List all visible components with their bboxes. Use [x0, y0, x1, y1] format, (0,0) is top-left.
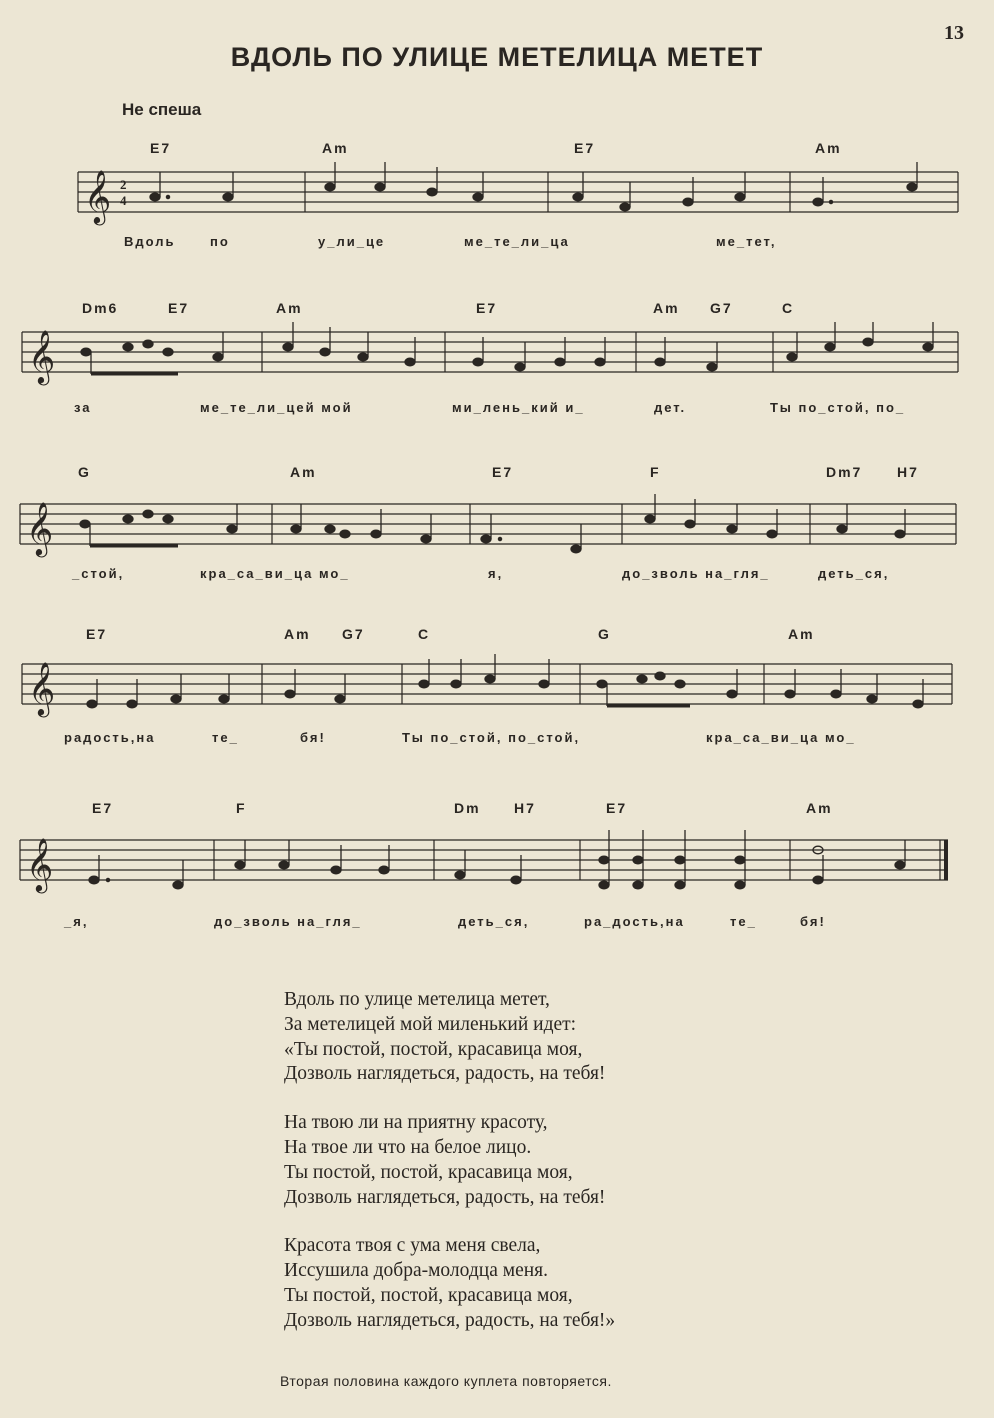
lyric-syllables: дет.: [654, 400, 687, 415]
chord-symbol: G7: [342, 626, 365, 642]
lyric-syllables: по: [210, 234, 230, 249]
lyric-syllables: ме_те_ли_цей мой: [200, 400, 353, 415]
chord-symbol: E7: [492, 464, 514, 480]
chord-symbol: Am: [653, 300, 680, 316]
chord-symbol: Dm: [454, 800, 481, 816]
lyric-syllables: те_: [730, 914, 757, 929]
verse-line: На твою ли на приятну красоту,: [284, 1112, 548, 1134]
chord-row: [0, 300, 994, 320]
page-number: 13: [944, 22, 964, 44]
svg-text:4: 4: [120, 193, 127, 208]
lyric-syllables: Ты по_стой, по_стой,: [402, 730, 581, 745]
svg-text:2: 2: [120, 177, 127, 192]
lyric-syllables: бя!: [800, 914, 826, 929]
footnote: Вторая половина каждого куплета повторяется.: [280, 1373, 612, 1389]
chord-symbol: Am: [815, 140, 842, 156]
music-system-2: [0, 300, 994, 440]
chord-symbol: Am: [290, 464, 317, 480]
staff-3: [0, 486, 994, 558]
music-system-4: [0, 626, 994, 766]
chord-symbol: E7: [92, 800, 114, 816]
verse-line: Красота твоя с ума меня свела,: [284, 1235, 541, 1257]
chord-symbol: H7: [514, 800, 536, 816]
chord-symbol: E7: [150, 140, 172, 156]
verse-line: Вдоль по улице метелица метет,: [284, 989, 550, 1010]
verse-text: [284, 988, 615, 1358]
chord-symbol: H7: [897, 464, 919, 480]
verse-line: Ты постой, постой, красавица моя,: [284, 1284, 573, 1306]
staff-4: [0, 648, 994, 720]
verse-line: На твое ли что на белое лицо.: [284, 1136, 532, 1158]
chord-symbol: C: [418, 626, 431, 642]
lyric-syllables: радость,на: [64, 730, 156, 745]
lyric-syllables: я,: [488, 566, 504, 581]
chord-row: [0, 464, 994, 484]
lyric-syllables: кра_са_ви_ца мо_: [200, 566, 350, 581]
chord-symbol: G: [78, 464, 91, 480]
chord-symbol: Am: [788, 626, 815, 642]
chord-symbol: E7: [168, 300, 190, 316]
chord-row: [0, 626, 994, 646]
chord-symbol: E7: [476, 300, 498, 316]
tempo-marking: Не спеша: [122, 100, 202, 119]
chord-symbol: Dm7: [826, 464, 863, 480]
chord-symbol: F: [650, 464, 661, 480]
chord-symbol: G: [598, 626, 611, 642]
verse-3: [284, 1234, 615, 1333]
svg-text:𝄞: 𝄞: [26, 501, 54, 555]
chord-symbol: E7: [606, 800, 628, 816]
lyric-syllables: те_: [212, 730, 239, 745]
chord-row: [0, 140, 994, 160]
verse-line: Дозволь наглядеться, радость, на тебя!»: [284, 1309, 616, 1331]
chord-symbol: E7: [86, 626, 108, 642]
chord-symbol: E7: [574, 140, 596, 156]
lyric-syllables: Ты по_стой, по_: [770, 400, 906, 415]
music-system-5: [0, 800, 994, 940]
svg-text:𝄞: 𝄞: [28, 661, 56, 715]
verse-line: Иссушила добра-молодца меня.: [284, 1260, 549, 1282]
verse-line: «Ты постой, постой, красавица моя,: [284, 1038, 583, 1060]
staff-5: [0, 822, 994, 894]
staff-2: [0, 322, 994, 394]
lyric-syllables: ми_лень_кий и_: [452, 400, 585, 415]
lyric-syllables: _стой,: [72, 566, 125, 581]
svg-text:𝄞: 𝄞: [84, 169, 112, 223]
lyric-syllables: деть_ся,: [818, 566, 890, 581]
chord-symbol: Am: [322, 140, 349, 156]
verse-line: Дозволь наглядеться, радость, на тебя!: [284, 1063, 606, 1085]
verse-2: [284, 1111, 615, 1210]
lyric-syllables: до_зволь на_гля_: [622, 566, 770, 581]
staff-1: [0, 162, 994, 234]
lyric-syllables: Вдоль: [124, 234, 176, 249]
svg-text:𝄞: 𝄞: [26, 837, 54, 891]
lyric-syllables: ме_те_ли_ца: [464, 234, 570, 249]
chord-symbol: Dm6: [82, 300, 119, 316]
lyric-syllables: бя!: [300, 730, 326, 745]
music-system-3: [0, 464, 994, 604]
svg-text:𝄞: 𝄞: [28, 329, 56, 383]
lyric-syllables: деть_ся,: [458, 914, 530, 929]
lyric-syllables: кра_са_ви_ца мо_: [706, 730, 856, 745]
verse-line: Дозволь наглядеться, радость, на тебя!: [284, 1186, 606, 1208]
chord-symbol: G7: [710, 300, 733, 316]
lyric-syllables: ра_дость,на: [584, 914, 685, 929]
chord-symbol: Am: [284, 626, 311, 642]
verse-line: Ты постой, постой, красавица моя,: [284, 1161, 573, 1183]
music-system-1: [0, 140, 994, 280]
lyric-syllables: у_ли_це: [318, 234, 386, 249]
chord-symbol: F: [236, 800, 247, 816]
lyric-syllables: _я,: [64, 914, 89, 929]
verse-line: За метелицей мой миленький идет:: [284, 1013, 577, 1035]
chord-symbol: C: [782, 300, 795, 316]
lyric-syllables: до_зволь на_гля_: [214, 914, 362, 929]
chord-row: [0, 800, 994, 820]
lyric-syllables: за: [74, 400, 92, 415]
song-title: ВДОЛЬ ПО УЛИЦЕ МЕТЕЛИЦА МЕТЕТ: [230, 42, 764, 72]
verse-1: [284, 988, 615, 1087]
lyric-syllables: ме_тет,: [716, 234, 777, 249]
chord-symbol: Am: [276, 300, 303, 316]
chord-symbol: Am: [806, 800, 833, 816]
